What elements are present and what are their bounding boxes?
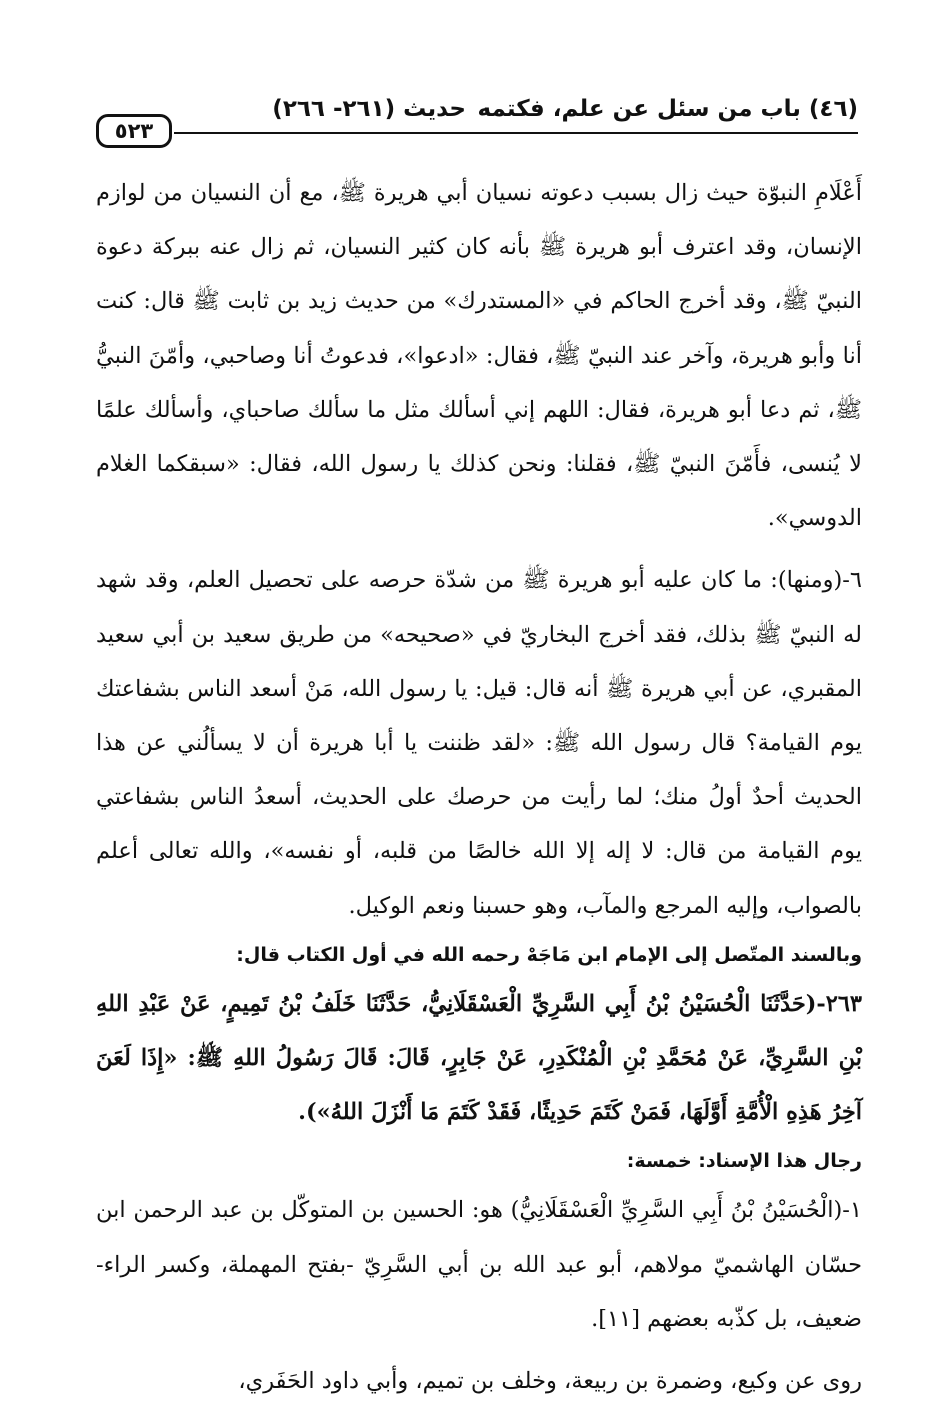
page-body	[96, 166, 862, 1408]
page-number: ٥٢٣	[96, 114, 172, 148]
hadith-263: ٢٦٣-(حَدَّثَنَا الْحُسَيْنُ بْنُ أَبِي السَّرِيِّ الْعَسْقَلَانِيُّ، حَدَّثَنَا خَلَفُ بْنُ تَمِيمٍ، عَنْ عَبْدِ اللهِ بْنِ السَّرِيِّ، عَنْ مُحَمَّدِ بْنِ الْمُنْكَدِرِ، عَنْ جَابِرٍ، قَالَ: قَالَ رَسُولُ اللهِ ﷺ: «إِذَا لَعَنَ آخِرُ هَذِهِ الْأُمَّةِ أَوَّلَهَا، فَمَنْ كَتَمَ حَدِيثًا، فَقَدْ كَتَمَ مَا أَنْزَلَ اللهُ»).	[96, 990, 862, 1126]
paragraph-2: ٦-(ومنها): ما كان عليه أبو هريرة ﷺ من شدّة حرصه على تحصيل العلم، وقد شهد له النبيّ ﷺ بذلك، فقد أخرج البخاريّ في «صحيحه» من طريق سعيد بن أبي سعيد المقبري، عن أبي هريرة ﷺ أنه قال: قيل: يا رسول الله، مَنْ أسعد الناس بشفاعتك يوم القيامة؟ قال رسول الله ﷺ: «لقد ظننت يا أبا هريرة أن لا يسألُني عن هذا الحديث أحدٌ أولُ منك؛ لما رأيت من حرصك على الحديث، أسعدُ الناس بشفاعتي يوم القيامة من قال: لا إله إلا الله خالصًا من قلبه، أو نفسه»، والله تعالى أعلم بالصواب، وإليه المرجع والمآب، وهو حسبنا ونعم الوكيل.	[96, 567, 862, 919]
narrator-1: ١-(الْحُسَيْنُ بْنُ أَبِي السَّرِيِّ الْعَسْقَلَانِيُّ) هو: الحسين بن المتوكّل بن عبد الرحمن ابن حسّان الهاشميّ مولاهم، أبو عبد الله بن أبي السَّرِيّ -بفتح المهملة، وكسر الراء- ضعيف، بل كذّبه بعضهم [١١].	[96, 1197, 862, 1332]
paragraph-1: أَعْلَامِ النبوّة حيث زال بسبب دعوته نسيان أبي هريرة ﷺ، مع أن النسيان من لوازم الإنسان، وقد اعترف أبو هريرة ﷺ بأنه كان كثير النسيان، ثم زال عنه ببركة دعوة النبيّ ﷺ، وقد أخرج الحاكم في «المستدرك» من حديث زيد بن ثابت ﷺ قال: كنت أنا وأبو هريرة، وآخر عند النبيّ ﷺ، فقال: «ادعوا»، فدعوتُ أنا وصاحبي، وأمّنَ النبيُّ ﷺ، ثم دعا أبو هريرة، فقال: اللهم إني أسألك مثل ما سألك صاحباي، وأسألك علمًا لا يُنسى، فأَمّنَ النبيّ ﷺ، فقلنا: ونحن كذلك يا رسول الله، فقال: «سبقكما الغلام الدوسي».	[96, 180, 862, 532]
page-header	[96, 92, 858, 152]
header-rule	[174, 132, 858, 134]
narrators-heading: رجال هذا الإسناد: خمسة:	[626, 1150, 862, 1173]
hadith-range: حديث (٢٦١- ٢٦٦)	[272, 96, 466, 122]
isnad-heading: وبالسند المتّصل إلى الإمام ابن مَاجَهْ رحمه الله في أول الكتاب قال:	[236, 943, 862, 966]
paragraph-narrated-from: روى عن وكيع، وضمرة بن ربيعة، وخلف بن تميم، وأبي داود الحَفَري،	[238, 1368, 862, 1395]
chapter-title: (٤٦) باب من سئل عن علم، فكتمه	[477, 96, 858, 122]
